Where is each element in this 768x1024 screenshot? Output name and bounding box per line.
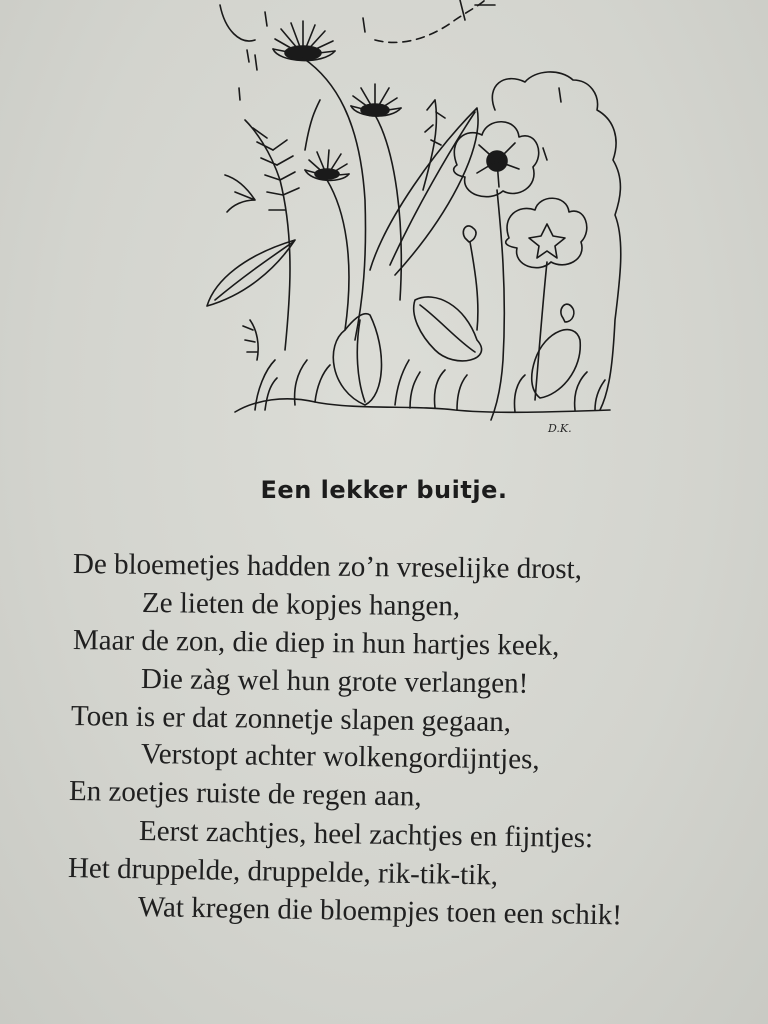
poem-line-3: Maar de zon, die diep in hun hartjes keek, [72, 624, 560, 662]
poem-line-1: De bloemetjes hadden zo’n vreselijke drost, [72, 548, 583, 586]
poem-line-9: Het druppelde, druppelde, rik-tik-tik, [67, 852, 499, 892]
poem-line-2: Ze lieten de kopjes hangen, [141, 587, 461, 623]
illustrator-signature: D.K. [548, 422, 572, 435]
poem-line-6: Verstopt achter wolkengordijntjes, [140, 738, 540, 776]
poem-title: Een lekker buitje. [260, 476, 508, 504]
poem-line-8: Eerst zachtjes, heel zachtjes en fijntjes: [138, 815, 594, 855]
poem-line-5: Toen is er dat zonnetje slapen gegaan, [70, 700, 512, 739]
poem-line-4: Die zàg wel hun grote verlangen! [140, 663, 529, 700]
poem-line-10: Wat kregen die bloempjes toen een schik! [137, 891, 623, 932]
poem-line-7: En zoetjes ruiste de regen aan, [68, 775, 422, 813]
